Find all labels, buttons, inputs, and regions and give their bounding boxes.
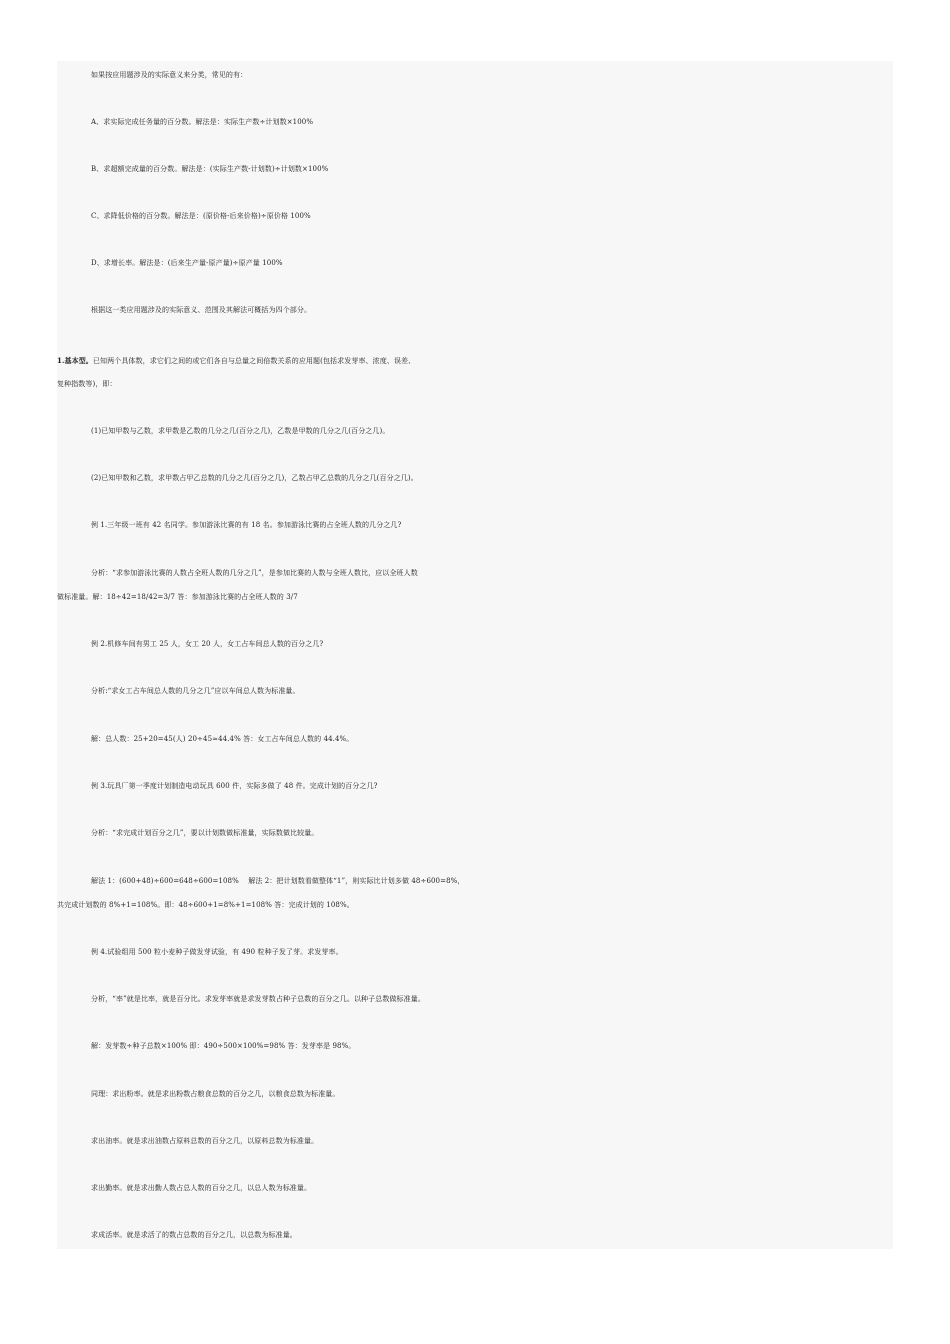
case-2: (2)已知甲数和乙数，求甲数占甲乙总数的几分之几(百分之几)，乙数占甲乙总数的几分之几(百分之几)。	[91, 474, 418, 482]
example-1-analysis-line2: 做标准量。解：18÷42=18/42=3/7 答：参加游泳比赛的占全班人数的 3/7	[57, 593, 298, 601]
intro-paragraph: 如果按应用题涉及的实际意义来分类，常见的有：	[91, 71, 248, 79]
example-3-solution-line2: 共完成计划数的 8%+1=108%。即：48÷600+1=8%+1=108% 答：完成计划的 108%。	[57, 901, 354, 909]
category-a: A、求实际完成任务量的百分数。解法是：实际生产数÷计划数×100%	[91, 118, 314, 126]
summary-paragraph: 根据这一类应用题涉及的实际意义、范围及其解法可概括为四个部分。	[91, 306, 312, 314]
example-3-analysis: 分析：“求完成计划百分之几”，要以计划数做标准量，实际数做比较量。	[91, 829, 319, 837]
section-basic-type	[57, 349, 897, 373]
example-2-solution: 解：总人数：25+20=45(人) 20÷45≈44.4% 答：女工占车间总人数的 44.4%。	[91, 735, 354, 743]
example-1-analysis-line1: 分析：“求参加游泳比赛的人数占全班人数的几分之几”，是参加比赛的人数与全班人数比，应以全班人数	[91, 569, 418, 577]
similar-survival-rate: 求成活率。就是求活了的数占总数的百分之几，以总数为标准量。	[91, 1231, 297, 1239]
example-3-solution-line1: 解法 1：(600+48)÷600=648÷600=108% 解法 2：把计划数看做整体“1”，则实际比计划多做 48÷600=8%，	[91, 877, 465, 885]
section-text-line2: 复种指数等)，即：	[57, 380, 117, 388]
example-2-analysis: 分析:“求女工占车间总人数的几分之几”应以车间总人数为标准量。	[91, 687, 300, 695]
similar-attendance-rate: 求出勤率。就是求出勤人数占总人数的百分之几，以总人数为标准量。	[91, 1184, 312, 1192]
category-b: B、求超额完成量的百分数。解法是：(实际生产数-计划数)÷计划数×100%	[91, 165, 329, 173]
category-c: C、求降低价格的百分数。解法是：(原价格-后来价格)÷原价格 100%	[91, 212, 311, 220]
similar-oil-rate: 求出油率。就是求出油数占原料总数的百分之几，以原料总数为标准量。	[91, 1137, 319, 1145]
example-2-question: 例 2.机修车间有男工 25 人，女工 20 人，女工占车间总人数的百分之几?	[91, 640, 324, 648]
example-4-solution: 解：发芽数÷种子总数×100% 即：490÷500×100%=98% 答：发芽率是 98%。	[91, 1042, 356, 1050]
case-1: (1)已知甲数与乙数，求甲数是乙数的几分之几(百分之几)，乙数是甲数的几分之几(百分之几)。	[91, 427, 390, 435]
category-d: D、求增长率。解法是：(后来生产量-原产量)÷原产量 100%	[91, 259, 283, 267]
example-4-analysis: 分析，“率”就是比率，就是百分比。求发芽率就是求发芽数占种子总数的百分之几。以种子总数做标准量。	[91, 995, 425, 1003]
similar-flour-rate: 同理：求出粉率。就是求出粉数占粮食总数的百分之几，以粮食总数为标准量。	[91, 1090, 340, 1098]
example-4-question: 例 4.试验组用 500 粒小麦种子做发芽试验，有 490 粒种子发了芽。求发芽率。	[91, 948, 343, 956]
section-text-line1: 已知两个具体数，求它们之间的或它们各自与总量之间倍数关系的应用题(包括求发芽率、浓度、误差、	[92, 357, 416, 365]
example-3-question: 例 3.玩具厂第一季度计划制造电动玩具 600 件，实际多做了 48 件。完成计划的百分之几?	[91, 782, 378, 790]
example-1-question: 例 1.三年级一班有 42 名同学。参加游泳比赛的有 18 名。参加游泳比赛的占全班人数的几分之几?	[91, 521, 402, 529]
section-heading: 1.基本型。	[57, 356, 93, 365]
